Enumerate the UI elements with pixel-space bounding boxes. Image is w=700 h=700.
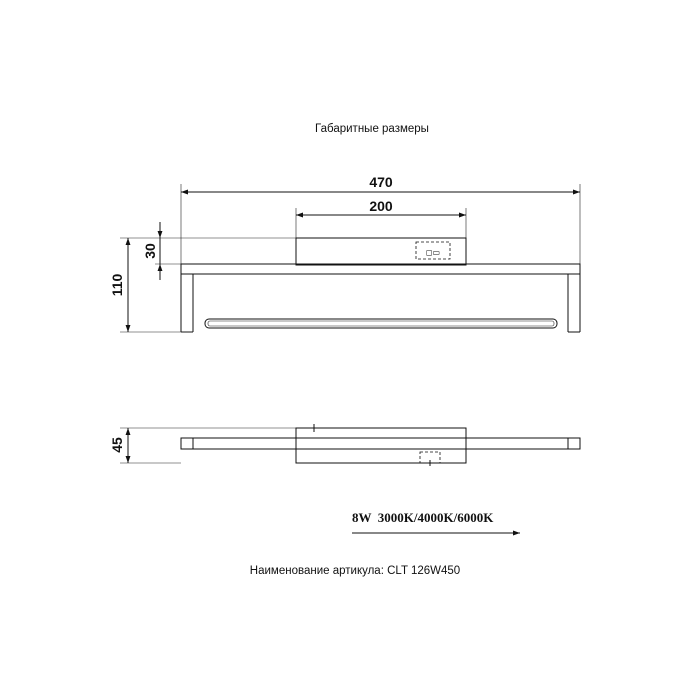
front-view xyxy=(109,174,580,332)
lamp-diffuser xyxy=(205,319,557,328)
mounting-box-top xyxy=(296,428,466,463)
power-color-spec: 8W 3000K/4000K/6000K xyxy=(352,510,494,525)
lamp-bar-top xyxy=(181,438,580,449)
dim-label-depth: 45 xyxy=(109,437,125,453)
top-view xyxy=(109,424,580,466)
mounting-box-front xyxy=(296,238,466,265)
dim-label-mount-height: 30 xyxy=(142,243,158,259)
dim-label-overall-length: 470 xyxy=(369,174,393,190)
page-title: Габаритные размеры xyxy=(315,123,429,135)
connector-symbol: ◻▭ xyxy=(425,248,441,257)
dim-label-total-height: 110 xyxy=(109,273,125,297)
article-name: Наименование артикула: CLT 126W450 xyxy=(249,565,461,577)
dim-label-mount-length: 200 xyxy=(369,198,393,214)
